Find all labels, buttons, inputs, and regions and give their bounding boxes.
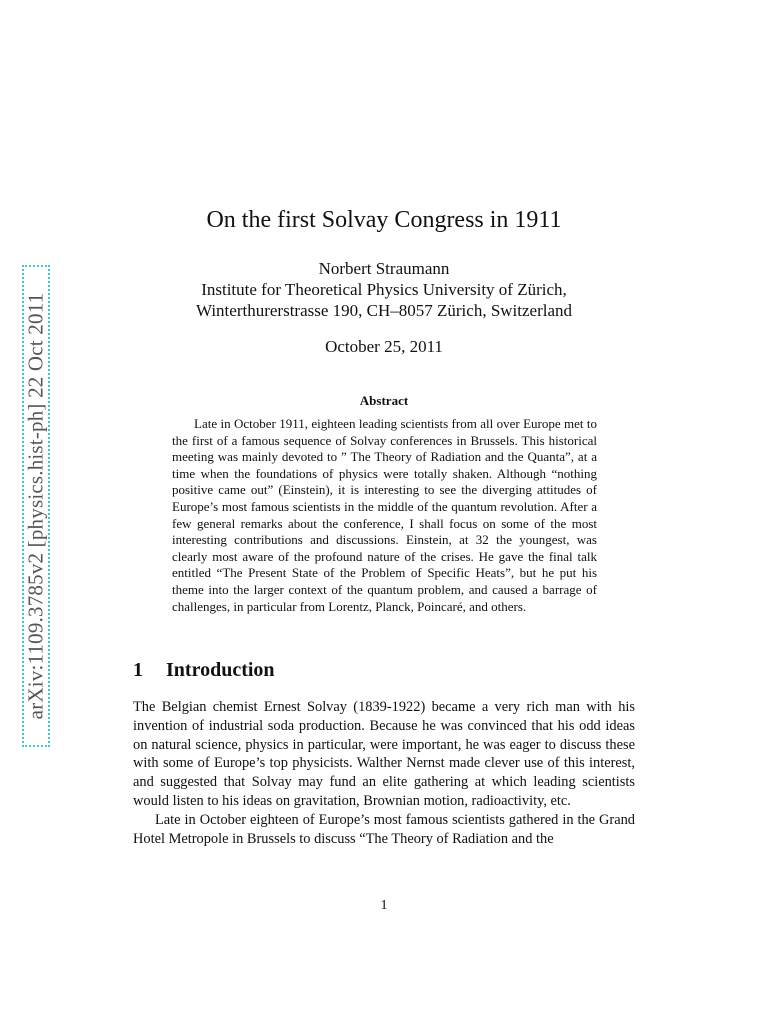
section-body (133, 698, 635, 848)
section-heading (133, 659, 275, 682)
author-address: Winterthurerstrasse 190, CH–8057 Zürich, Switzerland (195, 301, 573, 320)
abstract-heading: Abstract (359, 393, 409, 408)
paper-title: On the first Solvay Congress in 1911 (206, 207, 562, 233)
body-paragraph: Late in October eighteen of Europe’s most famous scientists gathered in the Grand Hotel Metropole in Brussels to discuss “The Theory of Radiation and the (133, 811, 635, 847)
body-paragraph: The Belgian chemist Ernest Solvay (1839-1922) became a very rich man with his invention of industrial soda production. Because he was convinced that his odd ideas on natural science, physics in particular, were important, he was eager to discuss these with some of Europe’s top physicists. Walther Nernst made clever use of this interest, and suggested that Solvay may fund an elite gathering at which leading scientists would listen to his ideas on gravitation, Brownian motion, radioactivity, etc. (133, 699, 635, 809)
paper-date: October 25, 2011 (325, 337, 443, 356)
author-block (0, 258, 768, 321)
abstract-text: Late in October 1911, eighteen leading scientists from all over Europe met to the first of a famous sequence of Solvay conferences in Brussels. This historical meeting was mainly devoted to ” The Theory of Radiation and the Quanta”, at a time when the foundations of physics were totally shaken. Although “nothing positive came out” (Einstein), it is interesting to see the diverging attitudes of Europe’s most famous scientists in the middle of the quantum revolution. After a few general remarks about the conference, I shall focus on some of the most interesting contributions and discussions. Einstein, at 32 the youngest, was clearly most aware of the profound nature of the crises. He gave the final talk entitled “The Present State of the Problem of Specific Heats”, but he put his theme into the larger context of the quantum problem, and caused a barrage of challenges, in particular from Lorentz, Planck, Poincaré, and others. (172, 416, 597, 614)
author-affiliation: Institute for Theoretical Physics University of Zürich, (201, 280, 567, 299)
page-number: 1 (380, 898, 388, 913)
arxiv-identifier: arXiv:1109.3785v2 [physics.hist-ph] 22 Oct 2011 (23, 292, 48, 720)
section-number: 1 (133, 659, 143, 681)
author-name: Norbert Straumann (318, 259, 450, 278)
section-title: Introduction (166, 659, 275, 681)
